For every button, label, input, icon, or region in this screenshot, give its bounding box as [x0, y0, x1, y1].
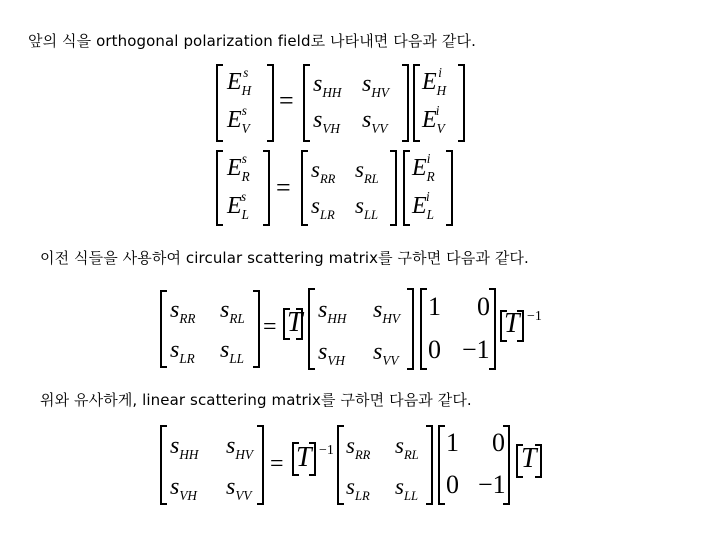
matrix-element-hh: $s_{HH}$	[313, 71, 342, 100]
equals-sign: =	[263, 314, 277, 340]
text-line-2: 이전 식들을 사용하여 circular scattering matrix를 구하면 다음과 같다.	[40, 249, 529, 267]
matrix-element-vv: $s_{VV}$	[226, 474, 252, 503]
equals-sign: =	[276, 173, 291, 202]
j-element-21: 0	[428, 335, 441, 364]
rhs-element-2: $E_L^i$	[412, 189, 435, 222]
lhs-element-1: $E_R^s$	[227, 151, 250, 184]
text-line-3: 위와 유사하게, linear scattering matrix를 구하면 다음과 같다.	[40, 391, 472, 409]
j-element-12: 0	[492, 428, 505, 457]
matrix-element-vh: $s_{VH}$	[170, 474, 197, 503]
rhs-element-1: $E_H^i$	[422, 65, 447, 98]
lhs-element-1: $E_H^s$	[227, 65, 252, 98]
inverse-exponent: −1	[319, 443, 334, 458]
t-matrix: T	[287, 307, 303, 338]
inverse-exponent: −1	[527, 309, 542, 324]
t-matrix: T	[521, 443, 537, 474]
matrix-element-hv: $s_{HV}$	[226, 433, 253, 462]
matrix-element-rl: $s_{RL}$	[355, 157, 379, 186]
j-element-11: 1	[428, 292, 441, 321]
equals-sign: =	[270, 451, 284, 477]
lhs-element-2: $E_V^s$	[227, 103, 250, 136]
j-element-22: −1	[462, 335, 490, 364]
matrix-element-rr: $s_{RR}$	[311, 157, 336, 186]
matrix-element-hv: $s_{HV}$	[373, 297, 400, 326]
matrix-element-rl: $s_{RL}$	[220, 297, 245, 326]
equals-sign: =	[279, 86, 294, 115]
matrix-element-ll: $s_{LL}$	[355, 193, 379, 222]
matrix-element-hv: $s_{HV}$	[362, 71, 389, 100]
j-element-22: −1	[478, 470, 506, 499]
matrix-element-vv: $s_{VV}$	[362, 107, 388, 136]
matrix-element-vh: $s_{VH}$	[318, 339, 345, 368]
matrix-element-vv: $s_{VV}$	[373, 339, 399, 368]
lhs-element-2: $E_L^s$	[227, 189, 250, 222]
j-element-21: 0	[446, 470, 459, 499]
matrix-element-ll: $s_{LL}$	[395, 474, 419, 503]
matrix-element-vh: $s_{VH}$	[313, 107, 340, 136]
matrix-element-ll: $s_{LL}$	[220, 337, 245, 366]
j-element-11: 1	[446, 428, 459, 457]
t-matrix: T	[296, 442, 312, 473]
matrix-element-rr: $s_{RR}$	[170, 297, 196, 326]
matrix-element-hh: $s_{HH}$	[318, 297, 347, 326]
t-matrix: T	[504, 308, 520, 339]
rhs-element-1: $E_R^i$	[412, 151, 435, 184]
text-line-1: 앞의 식을 orthogonal polarization field로 나타내면 다음과 같다.	[28, 32, 476, 50]
j-element-12: 0	[477, 292, 490, 321]
rhs-element-2: $E_V^i$	[422, 103, 444, 136]
matrix-element-rr: $s_{RR}$	[346, 433, 371, 462]
matrix-element-rl: $s_{RL}$	[395, 433, 419, 462]
matrix-element-lr: $s_{LR}$	[170, 337, 195, 366]
matrix-element-lr: $s_{LR}$	[311, 193, 335, 222]
matrix-element-hh: $s_{HH}$	[170, 433, 199, 462]
matrix-element-lr: $s_{LR}$	[346, 474, 370, 503]
